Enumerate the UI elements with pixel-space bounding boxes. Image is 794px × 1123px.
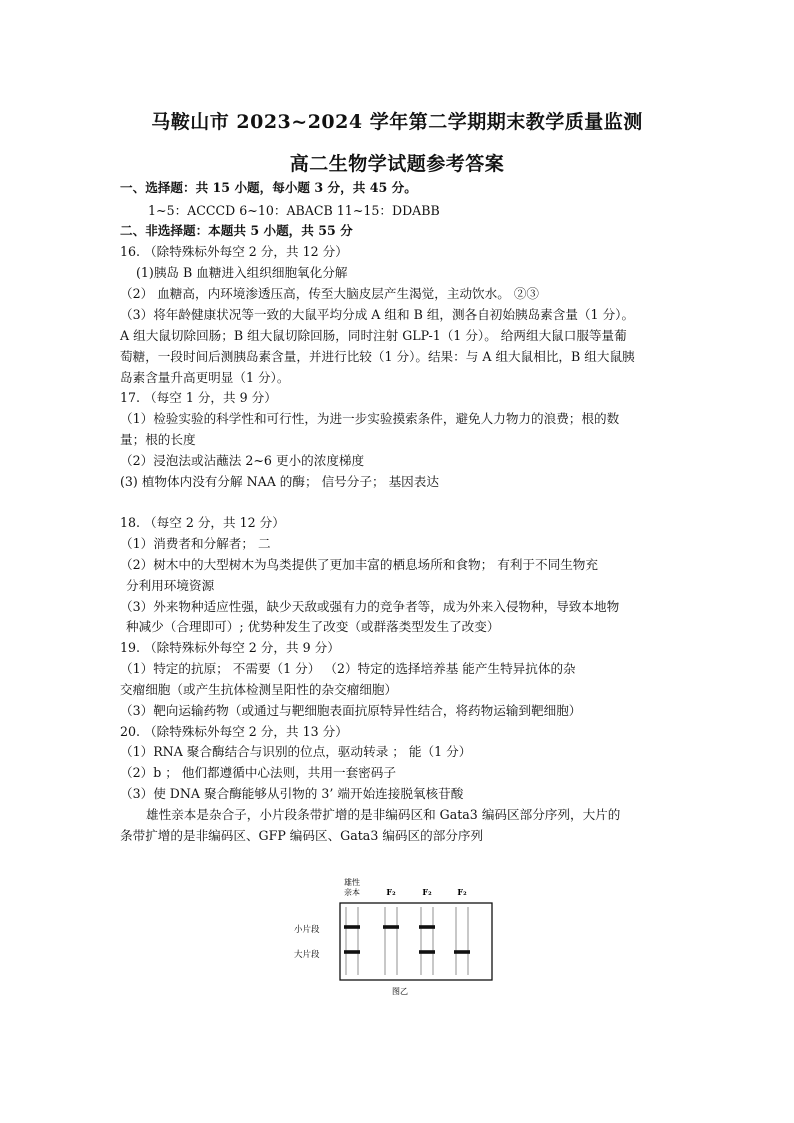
answer-line: 量；根的长度 xyxy=(120,432,196,447)
answer-line: 条带扩增的是非编码区、GFP 编码区、Gata3 编码区的部分序列 xyxy=(120,828,484,843)
lane-label-f2: F₂ xyxy=(422,887,432,897)
document-subtitle: 高二生物学试题参考答案 xyxy=(289,153,505,175)
question-heading: 17. （每空 1 分，共 9 分） xyxy=(120,390,277,405)
large-fragment-band xyxy=(419,950,435,954)
answer-line: （3）使 DNA 聚合酶能够从引物的 3’ 端开始连接脱氧核苷酸 xyxy=(120,786,464,801)
question-heading: 19. （除特殊标外每空 2 分，共 9 分） xyxy=(120,640,340,655)
question-heading: 20. （除特殊标外每空 2 分，共 13 分） xyxy=(120,724,348,739)
question-heading: 16. （除特殊标外每空 2 分，共 12 分） xyxy=(120,244,348,259)
answer-line: （2） 血糖高，内环境渗透压高，传至大脑皮层产生渴觉，主动饮水。 ②③ xyxy=(120,286,540,301)
answer-line: 分利用环境资源 xyxy=(126,578,215,593)
figure-caption: 图乙 xyxy=(392,987,408,996)
answer-line: （2）浸泡法或沾蘸法 2~6 更小的浓度梯度 xyxy=(120,453,365,468)
row-label-large-fragment: 大片段 xyxy=(294,950,320,960)
answer-line: （3）将年龄健康状况等一致的大鼠平均分成 A 组和 B 组，测各自初始胰岛素含量（1 分）。 xyxy=(120,307,635,322)
answer-line: （1）特定的抗原； 不需要（1 分） （2）特定的选择培养基 能产生特异抗体的杂 xyxy=(120,661,576,676)
answer-line: （2）b ； 他们都遵循中心法则，共用一套密码子 xyxy=(120,765,396,780)
answer-line: 交瘤细胞（或产生抗体检测呈阳性的杂交瘤细胞） xyxy=(120,682,398,697)
answer-line: A 组大鼠切除回肠；B 组大鼠切除回肠，同时注射 GLP-1（1 分）。 给两组大鼠口服等量葡 xyxy=(120,328,627,343)
small-fragment-band xyxy=(419,925,435,929)
answer-line: 雄性亲本是杂合子，小片段条带扩增的是非编码区和 Gata3 编码区部分序列，大片的 xyxy=(146,807,621,822)
large-fragment-band xyxy=(454,950,470,954)
question-heading: 18. （每空 2 分，共 12 分） xyxy=(120,515,285,530)
lane-label-f2: F₂ xyxy=(386,887,396,897)
answer-line: （3）外来物种适应性强，缺少天敌或强有力的竞争者等，成为外来入侵物种，导致本地物 xyxy=(120,599,620,614)
answer-line: 1~5：ACCCD 6~10：ABACB 11~15：DDABB xyxy=(148,203,440,218)
document-title: 马鞍山市 2023~2024 学年第二学期期末教学质量监测 xyxy=(151,111,643,133)
answer-line: （1）检验实验的科学性和可行性，为进一步实验摸索条件，避免人力物力的浪费；根的数 xyxy=(120,411,620,426)
section-heading-choice: 一、选择题：共 15 小题，每小题 3 分，共 45 分。 xyxy=(120,180,417,195)
answer-line: 萄糖，一段时间后测胰岛素含量，并进行比较（1 分）。结果：与 A 组大鼠相比，B 组大鼠胰 xyxy=(120,349,635,364)
answer-line: (1)胰岛 B 血糖进入组织细胞氧化分解 xyxy=(136,265,348,280)
gel-electrophoresis-figure xyxy=(290,875,505,1000)
row-label-small-fragment: 小片段 xyxy=(294,925,320,935)
gel-frame xyxy=(340,903,492,980)
lane-label-parent: 雄性亲本 xyxy=(344,878,360,897)
small-fragment-band xyxy=(344,925,360,929)
answer-line: （2）树木中的大型树木为鸟类提供了更加丰富的栖息场所和食物； 有利于不同生物充 xyxy=(120,557,598,572)
answer-line: 岛素含量升高更明显（1 分）。 xyxy=(120,370,290,385)
answer-line: (3) 植物体内没有分解 NAA 的酶； 信号分子； 基因表达 xyxy=(120,474,439,489)
small-fragment-band xyxy=(383,925,399,929)
answer-line: （1）消费者和分解者； 二 xyxy=(120,536,271,551)
answer-line: （1）RNA 聚合酶结合与识别的位点，驱动转录 ； 能（1 分） xyxy=(120,744,472,759)
answer-line: 种减少（合理即可）; 优势种发生了改变（或群落类型发生了改变） xyxy=(126,619,500,634)
large-fragment-band xyxy=(344,950,360,954)
section-heading-nonchoice: 二、非选择题：本题共 5 小题，共 55 分 xyxy=(120,223,353,238)
lane-label-f2: F₂ xyxy=(457,887,467,897)
answer-line: （3）靶向运输药物（或通过与靶细胞表面抗原特异性结合，将药物运输到靶细胞） xyxy=(120,703,582,718)
gel-lanes xyxy=(344,907,470,975)
